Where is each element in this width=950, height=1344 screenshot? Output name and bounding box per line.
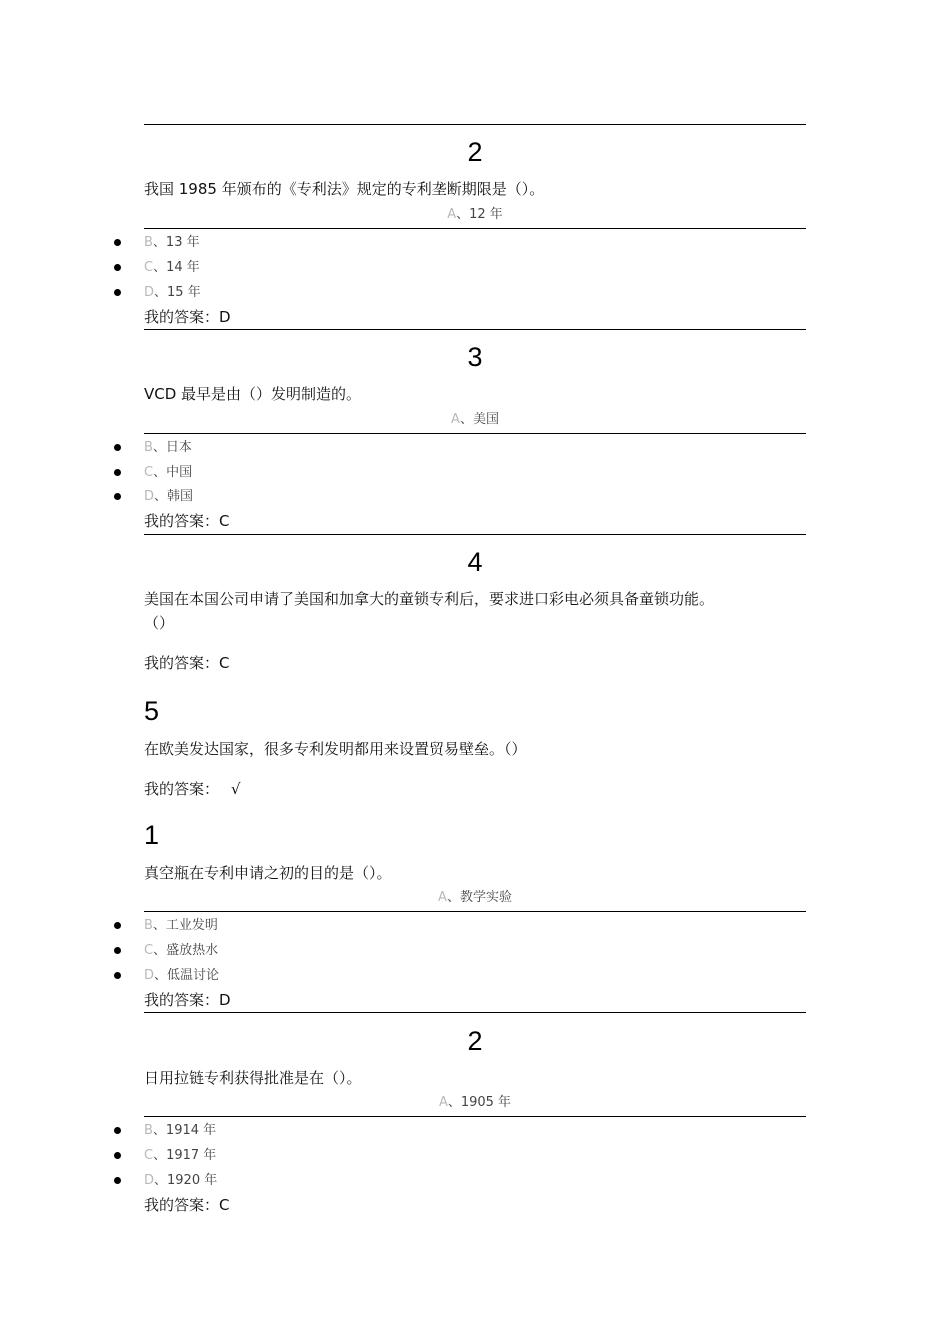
option-letter: C bbox=[144, 465, 154, 480]
option-text: 、教学实验 bbox=[446, 890, 512, 905]
question-number: 3 bbox=[467, 342, 483, 372]
bullet-icon bbox=[114, 264, 121, 271]
option-c bbox=[144, 1147, 216, 1165]
answer-value: C bbox=[219, 654, 230, 672]
question-number: 2 bbox=[467, 1026, 483, 1056]
option-letter: B bbox=[144, 440, 153, 455]
divider-rule bbox=[144, 124, 806, 125]
option-text: 、1914 年 bbox=[152, 1123, 217, 1138]
divider-rule bbox=[144, 911, 806, 912]
option-text: 、日本 bbox=[152, 440, 192, 455]
option-text: 、1917 年 bbox=[153, 1148, 217, 1163]
answer-label: 我的答案： bbox=[144, 780, 220, 798]
answer-value: C bbox=[219, 1196, 230, 1214]
bullet-icon bbox=[114, 947, 121, 954]
option-d bbox=[144, 1172, 217, 1190]
option-letter: B bbox=[144, 235, 153, 250]
option-letter: B bbox=[144, 1123, 153, 1138]
option-a bbox=[144, 889, 806, 907]
option-letter: A bbox=[438, 1095, 448, 1110]
answer-label: 我的答案： bbox=[144, 991, 220, 1009]
option-text: 、韩国 bbox=[154, 489, 194, 504]
option-text: 、盛放热水 bbox=[153, 943, 219, 958]
option-b bbox=[144, 917, 218, 935]
question-text: 在欧美发达国家，很多专利发明都用来设置贸易壁垒。（） bbox=[144, 740, 527, 758]
my-answer bbox=[144, 779, 241, 799]
option-letter: C bbox=[144, 1148, 154, 1163]
divider-rule bbox=[144, 1116, 806, 1117]
option-a bbox=[144, 206, 806, 224]
option-text: 、15 年 bbox=[154, 285, 201, 300]
option-letter: D bbox=[144, 1173, 155, 1188]
divider-rule bbox=[144, 329, 806, 330]
question-text-continuation: （） bbox=[144, 614, 175, 632]
option-c bbox=[144, 259, 200, 277]
divider-rule bbox=[144, 433, 806, 434]
bullet-icon bbox=[114, 493, 121, 500]
option-text: 、1905 年 bbox=[447, 1095, 512, 1110]
bullet-icon bbox=[114, 1127, 121, 1134]
bullet-icon bbox=[114, 1152, 121, 1159]
option-b bbox=[144, 1122, 216, 1140]
option-letter: D bbox=[144, 285, 155, 300]
answer-label: 我的答案： bbox=[144, 1196, 220, 1214]
option-d bbox=[144, 488, 193, 506]
option-text: 、美国 bbox=[459, 412, 499, 427]
question-text: 我国 1985 年颁布的《专利法》规定的专利垄断期限是（）。 bbox=[144, 180, 545, 198]
question-number: 4 bbox=[467, 547, 483, 577]
option-letter: D bbox=[144, 968, 155, 983]
option-text: 、工业发明 bbox=[152, 918, 218, 933]
option-letter: A bbox=[451, 412, 460, 427]
question-number: 1 bbox=[144, 820, 160, 850]
option-text: 、12 年 bbox=[456, 207, 503, 222]
answer-label: 我的答案： bbox=[144, 654, 220, 672]
question-number: 5 bbox=[144, 696, 160, 726]
divider-rule bbox=[144, 1012, 806, 1013]
question-text: VCD 最早是由（）发明制造的。 bbox=[144, 385, 362, 403]
option-b bbox=[144, 439, 192, 457]
option-letter: C bbox=[144, 943, 154, 958]
divider-rule bbox=[144, 228, 806, 229]
answer-value: D bbox=[219, 991, 231, 1009]
option-b bbox=[144, 234, 200, 252]
answer-label: 我的答案： bbox=[144, 308, 220, 326]
my-answer bbox=[144, 653, 230, 673]
answer-label: 我的答案： bbox=[144, 512, 220, 530]
option-letter: B bbox=[144, 918, 153, 933]
option-a bbox=[144, 1094, 806, 1112]
my-answer bbox=[144, 307, 231, 327]
question-text: 美国在本国公司申请了美国和加拿大的童锁专利后，要求进口彩电必须具备童锁功能。 bbox=[144, 590, 715, 608]
bullet-icon bbox=[114, 972, 121, 979]
option-letter: A bbox=[447, 207, 457, 222]
option-text: 、14 年 bbox=[153, 260, 200, 275]
question-text: 真空瓶在专利申请之初的目的是（）。 bbox=[144, 864, 392, 882]
answer-value: √ bbox=[231, 780, 241, 798]
question-number: 2 bbox=[467, 137, 483, 167]
option-a bbox=[144, 411, 806, 429]
bullet-icon bbox=[114, 289, 121, 296]
bullet-icon bbox=[114, 1177, 121, 1184]
bullet-icon bbox=[114, 444, 121, 451]
my-answer bbox=[144, 1195, 230, 1215]
option-text: 、1920 年 bbox=[154, 1173, 218, 1188]
option-text: 、低温讨论 bbox=[154, 968, 220, 983]
option-c bbox=[144, 942, 218, 960]
option-c bbox=[144, 464, 192, 482]
option-letter: A bbox=[438, 890, 447, 905]
answer-value: C bbox=[219, 512, 230, 530]
answer-value: D bbox=[219, 308, 231, 326]
option-letter: C bbox=[144, 260, 154, 275]
option-text: 、13 年 bbox=[152, 235, 200, 250]
my-answer bbox=[144, 990, 231, 1010]
option-text: 、中国 bbox=[153, 465, 193, 480]
option-letter: D bbox=[144, 489, 155, 504]
option-d bbox=[144, 284, 201, 302]
divider-rule bbox=[144, 534, 806, 535]
my-answer bbox=[144, 511, 230, 531]
bullet-icon bbox=[114, 239, 121, 246]
question-text: 日用拉链专利获得批准是在（）。 bbox=[144, 1069, 362, 1087]
option-d bbox=[144, 967, 219, 985]
bullet-icon bbox=[114, 469, 121, 476]
bullet-icon bbox=[114, 922, 121, 929]
